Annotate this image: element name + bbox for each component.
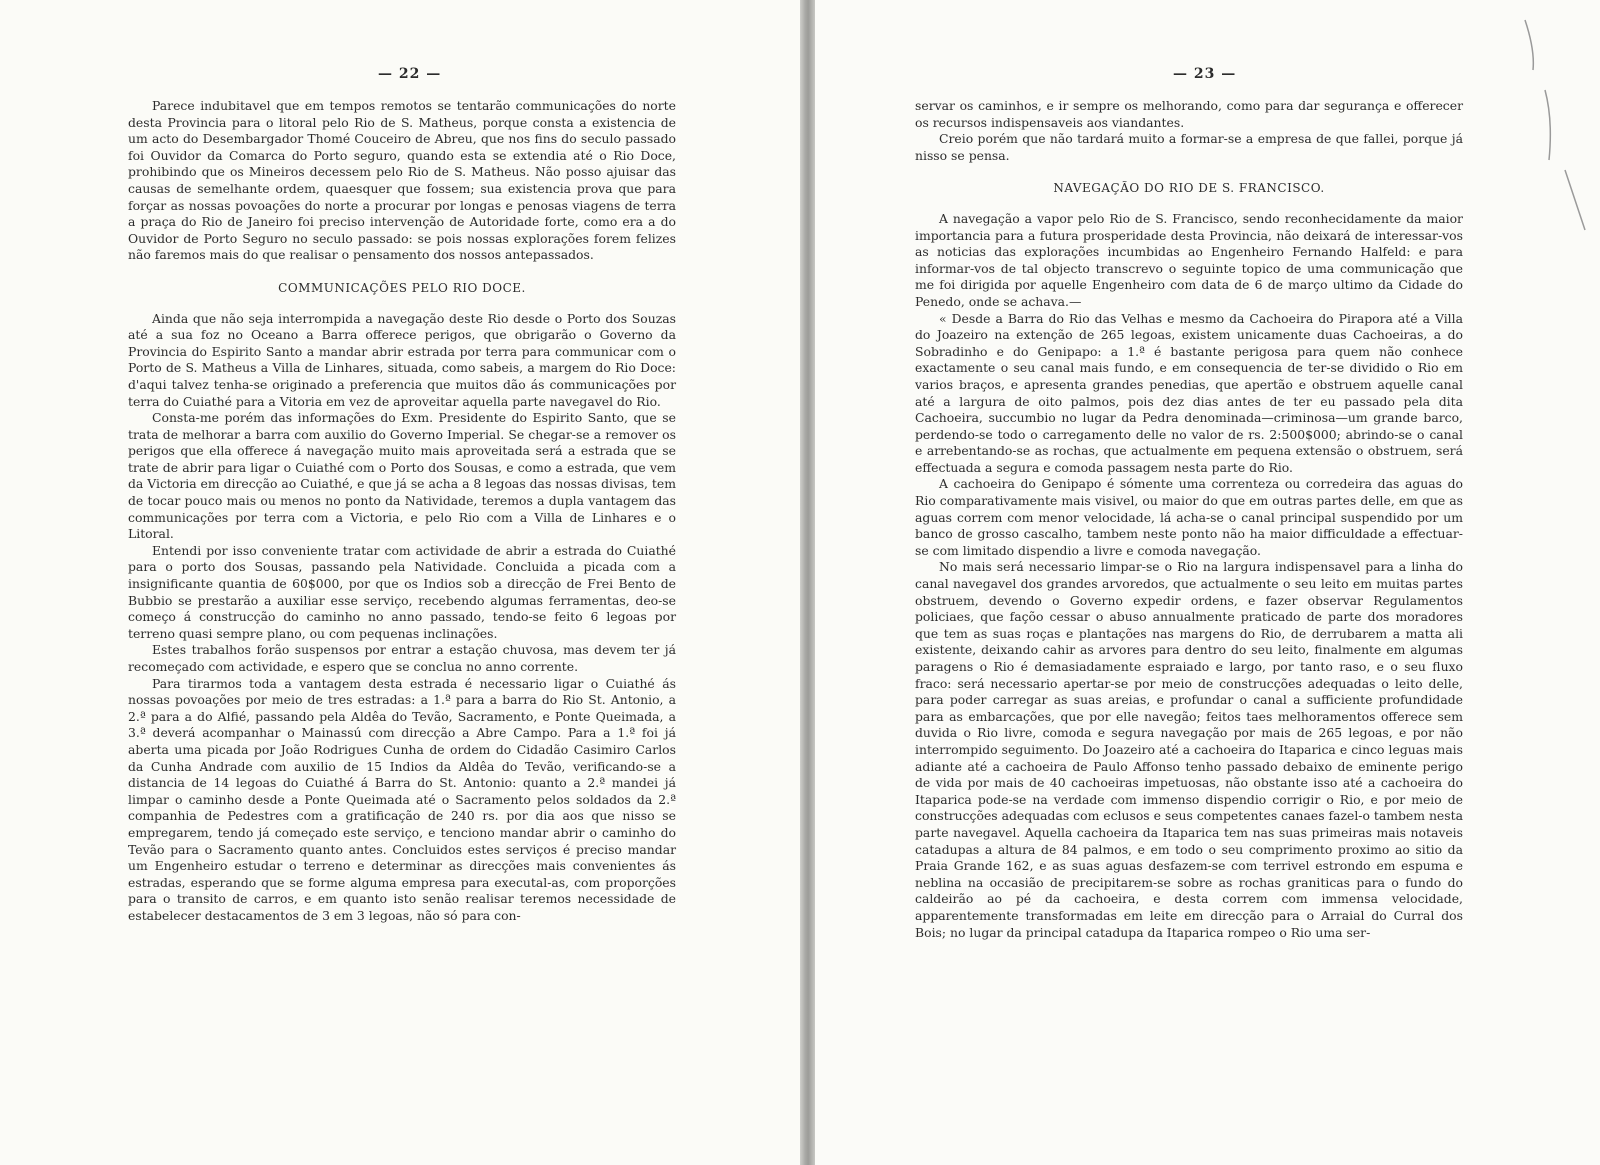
right-page bbox=[815, 0, 1600, 1165]
page-number-23: — 23 — bbox=[1173, 66, 1237, 82]
paragraph: A cachoeira do Genipapo é sómente uma correnteza ou corredeira das aguas do Rio comparativamente mais visivel, ou maior do que em outras partes delle, em que as aguas correm com menor velocidade, lá acha-se o canal principal suspendido por um banco de grosso cascalho, tambem neste ponto não ha maior difficuldade a effectuar-se com limitado dispendio a livre e comoda navegação. bbox=[915, 476, 1463, 558]
paragraph: Entendi por isso conveniente tratar com actividade de abrir a estrada do Cuiathé para o porto dos Sousas, passando pela Natividade. Concluida a picada com a insignificante quantia de 60$000, por que os Indios sob a direcção de Frei Bento de Bubbio se prestarão a auxiliar esse serviço, recebendo algumas ferramentas, deo-se começo á construcção do caminho no anno passado, tendo-se feito 6 legoas por terreno quasi sempre plano, ou com pequenas inclinações. bbox=[128, 542, 676, 641]
paragraph: Consta-me porém das informações do Exm. Presidente do Espirito Santo, que se trata de melhorar a barra com auxilio do Governo Imperial. Se chegar-se a remover os perigos que ella offerece á navegação muito mais aproveitada será a estrada que se trate de abrir para ligar o Cuiathé com o Porto dos Sousas, e como a estrada, que vem da Victoria em direcção ao Cuiathé, e que já se acha a 8 legoas das nossas divisas, tem de tocar pouco mais ou menos no ponto da Natividade, teremos a dupla vantagem das communicações por terra com a Victoria, e pelo Rio com a Villa de Linhares e o Litoral. bbox=[128, 410, 676, 542]
scan-edge-marks bbox=[1505, 10, 1600, 250]
section-heading-sao-francisco: NAVEGAÇÃO DO RIO DE S. FRANCISCO. bbox=[1053, 181, 1325, 196]
left-page-body bbox=[128, 98, 676, 925]
binding-hole-mark bbox=[0, 610, 15, 680]
paragraph: Parece indubitavel que em tempos remotos se tentarão communicações do norte desta Provincia para o litoral pelo Rio de S. Matheus, porque consta a existencia de um acto do Desembargador Thomé Couceiro de Abreu, que nos fins do seculo passado foi Ouvidor da Comarca do Porto seguro, quando esta se extendia até o Rio Doce, prohibindo que os Mineiros decessem pelo Rio de S. Matheus. Não posso ajuisar das causas de semelhante ordem, quaesquer que fossem; sua existencia prova que para forçar as nossas povoações do norte a procurar por longas e penosas viagens de terra a praça do Rio de Janeiro foi preciso intervenção de Autoridade forte, como era a do Ouvidor de Porto Seguro no seculo passado: se pois nossas explorações forem felizes não faremos mais do que realisar o pensamento dos nossos antepassados. bbox=[128, 98, 676, 263]
right-page-body bbox=[915, 98, 1463, 941]
page-number-22: — 22 — bbox=[378, 66, 442, 82]
section-heading-rio-doce: COMMUNICAÇÕES PELO RIO DOCE. bbox=[278, 280, 526, 295]
paragraph: No mais será necessario limpar-se o Rio na largura indispensavel para a linha do canal navegavel dos grandes arvoredos, que actualmente o seu leito em muitas partes obstruem, devendo o Governo expedir ordens, e fazer observar Regulamentos policiaes, que façõo cessar o abuso annualmente praticado de parte dos moradores que tem as suas roças e plantações nas margens do Rio, de derrubarem a matta ali existente, deixando cahir as arvores para dentro do seu leito, finalmente em algumas paragens o Rio é demasiadamente espraiado e largo, por tanto raso, e o seu fluxo fraco: será necessario apertar-se por meio de construcções adequadas o leito delle, para poder carregar as suas areias, e profundar o canal a sufficiente profundidade para as embarcações, que por elle navegão; feitos taes melhoramentos offerece sem duvida o Rio livre, comoda e segura navegação por mais de 265 legoas, e por não interrompido seguimento. Do Joazeiro até a cachoeira do Itaparica e cinco leguas mais adiante até a cachoeira de Paulo Affonso tenho passado debaixo de eminente perigo de vida por mais de 40 cachoeiras impetuosas, não obstante isso até a cachoeira do Itaparica pode-se na verdade com immenso dispendio corrigir o Rio, e por meio de construcções adequadas com eclusos e seus competentes canaes fazel-o tambem nesta parte navegavel. Aquella cachoeira da Itaparica tem nas suas primeiras mais notaveis catadupas a altura de 84 palmos, e em todo o seu comprimento proximo ao sitio da Praia Grande 162, e as suas aguas desfazem-se com terrivel estrondo em espuma e neblina na occasião de precipitarem-se sobre as rochas graniticas para o fundo do caldeirão ao pé da cachoeira, e desta correm com immensa velocidade, apparentemente transformadas em leite em direcção para o Arraial do Curral dos Bois; no lugar da principal catadupa da Itaparica rompeo o Rio uma ser- bbox=[915, 559, 1463, 940]
book-gutter bbox=[800, 0, 815, 1165]
paragraph: « Desde a Barra do Rio das Velhas e mesmo da Cachoeira do Pirapora até a Villa do Joazeiro na extenção de 265 legoas, existem unicamente duas Cachoeiras, a do Sobradinho e do Genipapo: a 1.ª é bastante perigosa para quem não conhece exactamente o seu canal mais fundo, e em consequencia de ter-se dividido o Rio em varios braços, e apresenta grandes penedias, que apertão e obstruem aquelle canal até a largura de oito palmos, pois dez dias antes de ter eu passado pela dita Cachoeira, succumbio no lugar da Pedra denominada—criminosa—um grande barco, perdendo-se todo o carregamento delle no valor de rs. 2:500$000; abrindo-se o canal e arrebentando-se as rochas, que actualmente em pequena extensão o obstruem, será effectuada a segura e comoda passagem nesta parte do Rio. bbox=[915, 310, 1463, 475]
paragraph: Creio porém que não tardará muito a formar-se a empresa de que fallei, porque já nisso se pensa. bbox=[915, 131, 1463, 163]
paragraph: Ainda que não seja interrompida a navegação deste Rio desde o Porto dos Souzas até a sua foz no Oceano a Barra offerece perigos, que obrigarão o Governo da Provincia do Espirito Santo a mandar abrir estrada por terra para communicar com o Porto de S. Matheus a Villa de Linhares, situada, como sabeis, a margem do Rio Doce: d'aqui talvez tenha-se originado a preferencia que muitos dão ás communicações por terra do Cuiathé para a Vitoria em vez de aproveitar aquella parte navegavel do Rio. bbox=[128, 310, 676, 409]
paragraph: A navegação a vapor pelo Rio de S. Francisco, sendo reconhecidamente da maior importancia para a futura prosperidade desta Provincia, não deixará de interessar-vos as noticias das explorações incumbidas ao Engenheiro Fernando Halfeld: e para informar-vos de tal objecto transcrevo o seguinte topico de uma communicação que me foi dirigida por aquelle Engenheiro com data de 6 de março ultimo da Cidade do Penedo, onde se achava.— bbox=[915, 210, 1463, 309]
paragraph: servar os caminhos, e ir sempre os melhorando, como para dar segurança e offerecer os recursos indispensaveis aos viandantes. bbox=[915, 98, 1463, 130]
paragraph: Estes trabalhos forão suspensos por entrar a estação chuvosa, mas devem ter já recomeçado com actividade, e espero que se conclua no anno corrente. bbox=[128, 642, 676, 674]
paragraph: Para tirarmos toda a vantagem desta estrada é necessario ligar o Cuiathé ás nossas povoações por meio de tres estradas: a 1.ª para a barra do Rio St. Antonio, a 2.ª para a do Alfié, passando pela Aldêa do Tevão, Sacramento, e Ponte Queimada, a 3.ª deverá acompanhar o Mainassú com direcção a Abre Campo. Para a 1.ª foi já aberta uma picada por João Rodrigues Cunha de ordem do Cidadão Casimiro Carlos da Cunha Andrade com auxilio de 15 Indios da Aldêa do Tevão, verificando-se a distancia de 14 legoas do Cuiathé á Barra do St. Antonio: quanto a 2.ª mandei já limpar o caminho desde a Ponte Queimada até o Sacramento pelos soldados da 2.ª companhia de Pedestres com a gratificação de 240 rs. por dia aos que nisso se empregarem, tendo já começado este serviço, e tenciono mandar abrir o caminho do Tevão para o Sacramento quanto antes. Concluidos estes serviços é preciso mandar um Engenheiro estudar o terreno e determinar as direcções mais convenientes ás estradas, esperando que se forme alguma empresa para executal-as, com proporções para o transito de carros, e em quanto isto senão realisar teremos necessidade de estabelecer destacamentos de 3 em 3 legoas, não só para con- bbox=[128, 675, 676, 923]
